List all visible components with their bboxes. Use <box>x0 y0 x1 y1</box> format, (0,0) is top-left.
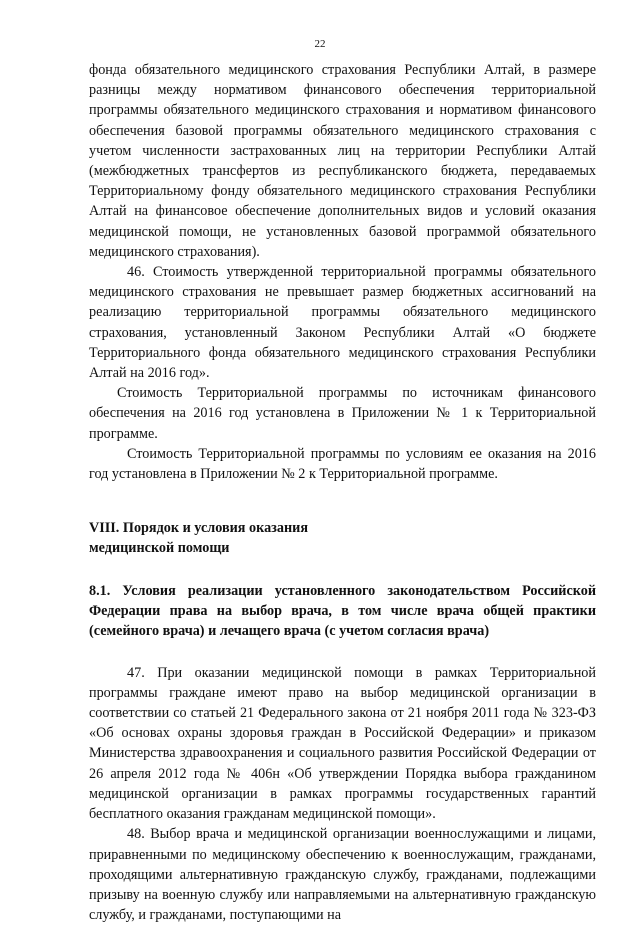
section-title-line2: медицинской помощи <box>89 540 230 557</box>
spacer <box>89 484 596 518</box>
paragraph-46: 46. Стоимость утвержденной территориальной программы обязательного медицинского страхования не превышает размер бюджетных ассигнований на реализацию территориальной программы обязательного медицинского страхования, установленный Законом Республики Алтай «О бюджете Территориального фонда обязательного медицинского страхования Республики Алтай на 2016 год». <box>89 264 596 382</box>
paragraph-48: 48. Выбор врача и медицинской организации военнослужащими и лицами, приравненными по медицинскому обеспечению к военнослужащим, гражданами, проходящими альтернативную гражданскую службу, гражданами, подлежащими призыву на военную службу или направляемыми на альтернативную гражданскую службу, и гражданами, поступающими на <box>89 826 596 924</box>
paragraph-continuation: фонда обязательного медицинского страхования Республики Алтай, в размере разницы между нормативом финансового обеспечения территориальной программы обязательного медицинского страхования и нормативом финансового обеспечения базовой программы обязательного медицинского страхования с учетом численности застрахованных лиц на территории Республики Алтай (межбюджетных трансфертов из республиканского бюджета, передаваемых Территориальному фонду обязательного медицинского страхования Республики Алтай на финансовое обеспечение дополнительных видов и условий оказания медицинской помощи, не установленных базовой программой обязательного медицинского страхования). <box>89 62 596 260</box>
subsection-title: 8.1. Условия реализации установленного законодательством Российской Федерации права на выбор врача, в том числе врача общей практики (семейного врача) и лечащего врача (с учетом согласия врача) <box>89 582 596 639</box>
paragraph-cost-conditions: Стоимость Территориальной программы по условиям ее оказания на 2016 год установлена в Приложении № 2 к Территориальной программе. <box>89 445 596 483</box>
spacer <box>89 641 596 663</box>
paragraph-47: 47. При оказании медицинской помощи в рамках Территориальной программы граждане имеют право на выбор медицинской организации в соответствии со статьей 21 Федерального закона от 21 ноября 2011 года № 323-ФЗ «Об основах охраны здоровья граждан в Российской Федерации» и приказом Министерства здравоохранения и социального развития Российской Федерации от 26 апреля 2012 года № 406н «Об утверждении Порядка выбора гражданином медицинской организации в рамках программы государственных гарантий бесплатного оказания гражданам медицинской помощи». <box>89 664 596 823</box>
paragraph-cost-sources: Стоимость Территориальной программы по источникам финансового обеспечения на 2016 год установлена в Приложении № 1 к Территориальной программе. <box>89 385 596 442</box>
section-title-line1: VIII. Порядок и условия оказания <box>89 520 308 537</box>
page-number: 22 <box>314 38 326 50</box>
spacer <box>89 559 596 581</box>
document-body <box>89 60 596 925</box>
